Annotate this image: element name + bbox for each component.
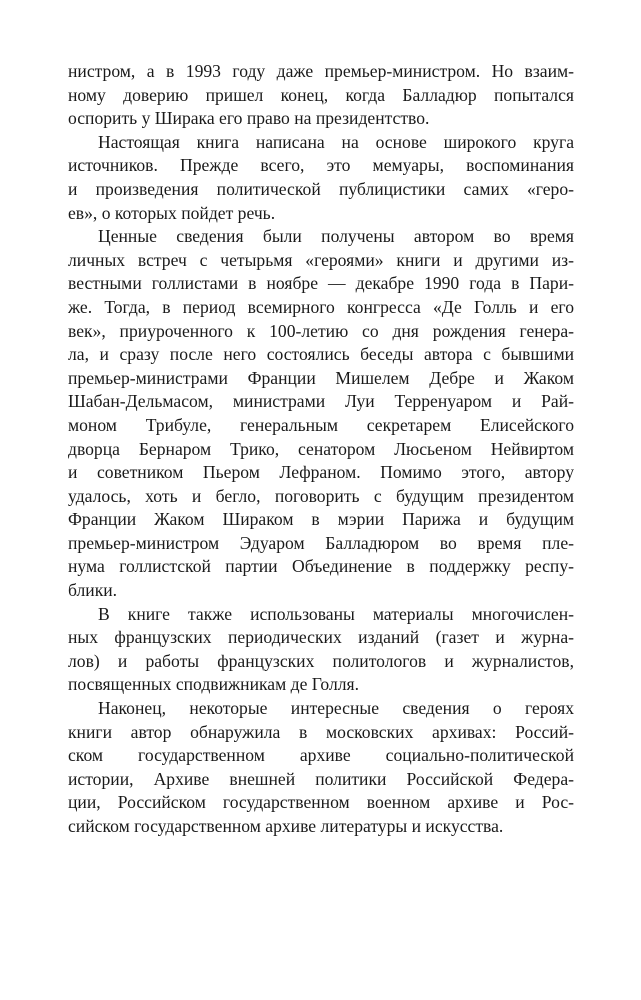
text-line: вестными голлистами в ноябре — декабре 1990 года в Пари- xyxy=(68,273,574,294)
text-line: и произведения политической публицистики самих «геро- xyxy=(68,178,574,199)
paragraph-2 xyxy=(68,131,574,225)
paragraph-3 xyxy=(68,225,574,603)
text-line: удалось, хоть и бегло, поговорить с будущим президентом xyxy=(68,485,574,506)
text-line: блики. xyxy=(68,580,118,601)
text-line: книги автор обнаружила в московских архивах: Россий- xyxy=(68,721,574,742)
text-line: ному доверию пришел конец, когда Балладюр попытался xyxy=(68,84,574,105)
text-line: истории, Архиве внешней политики Российской Федера- xyxy=(68,768,574,789)
text-line: ла, и сразу после него состоялись беседы автора с бывшими xyxy=(68,344,574,365)
text-line: ском государственном архиве социально-политической xyxy=(68,745,574,766)
text-line: Шабан-Дельмасом, министрами Луи Терренуаром и Рай- xyxy=(68,391,574,412)
text-line: дворца Бернаром Трико, сенатором Люсьеном Нейвиртом xyxy=(68,438,574,459)
text-line: ции, Российском государственном военном архиве и Рос- xyxy=(68,792,574,813)
text-line: ев», о которых пойдет речь. xyxy=(68,202,276,223)
text-line: Франции Жаком Шираком в мэрии Парижа и будущим xyxy=(68,509,574,530)
text-line: премьер-министром Эдуаром Балладюром во время пле- xyxy=(68,532,574,553)
text-line: источников. Прежде всего, это мемуары, воспоминания xyxy=(68,155,574,176)
text-line: оспорить у Ширака его право на президентство. xyxy=(68,108,430,129)
paragraph-1 xyxy=(68,60,574,131)
text-line: же. Тогда, в период всемирного конгресса «Де Голль и его xyxy=(68,296,574,317)
text-line: нума голлистской партии Объединение в поддержку респу- xyxy=(68,556,574,577)
text-line: посвященных сподвижникам де Голля. xyxy=(68,674,360,695)
page-text xyxy=(68,60,574,839)
text-line: Ценные сведения были получены автором во время xyxy=(98,226,574,247)
text-line: личных встреч с четырьмя «героями» книги и другими из- xyxy=(68,249,574,270)
paragraph-5 xyxy=(68,697,574,839)
text-line: В книге также использованы материалы многочислен- xyxy=(98,603,574,624)
text-line: Наконец, некоторые интересные сведения о героях xyxy=(98,698,574,719)
paragraph-4 xyxy=(68,603,574,697)
text-line: ных французских периодических изданий (газет и журна- xyxy=(68,627,574,648)
text-line: сийском государственном архиве литературы и искусства. xyxy=(68,816,504,836)
text-line: нистром, а в 1993 году даже премьер-министром. Но взаим- xyxy=(68,61,574,81)
text-line: Настоящая книга написана на основе широкого круга xyxy=(98,131,574,152)
text-line: и советником Пьером Лефраном. Помимо этого, автору xyxy=(68,462,574,483)
text-line: век», приуроченного к 100-летию со дня рождения генера- xyxy=(68,320,574,341)
text-line: премьер-министрами Франции Мишелем Дебре и Жаком xyxy=(68,367,574,388)
text-line: моном Трибуле, генеральным секретарем Елисейского xyxy=(68,414,574,435)
text-line: лов) и работы французских политологов и журналистов, xyxy=(68,650,574,671)
